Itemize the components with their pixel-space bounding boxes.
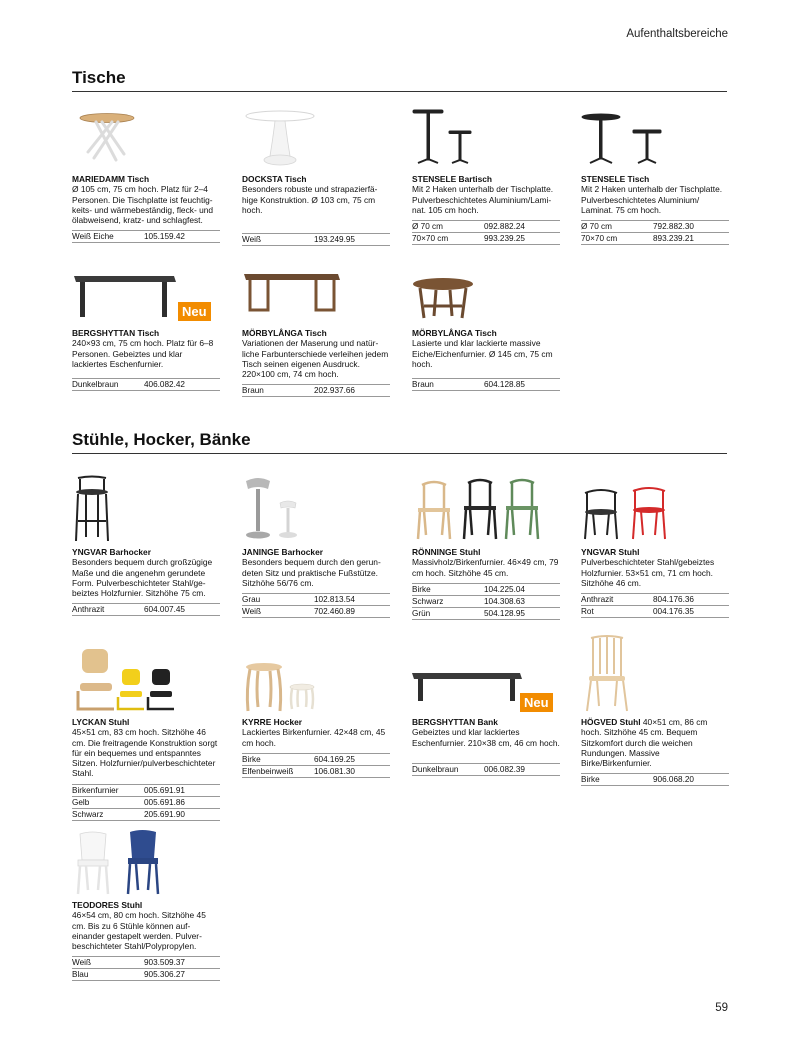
variant-table (72, 378, 220, 391)
product-description: Lasierte und klar lackierte massive Eiche/Eichenfurnier. Ø 145 cm, 75 cm hoch. (412, 338, 553, 369)
product-image-yngvar-bar-stool (72, 475, 220, 543)
product-card-bergshyttan-table[interactable] (72, 262, 220, 391)
variant-label: Gelb (72, 797, 90, 807)
variant-table (412, 583, 560, 620)
variant-row (72, 969, 220, 981)
product-name: HÖGVED Stuhl (581, 717, 641, 727)
variant-row (412, 233, 560, 245)
article-number: 604.007.45 (144, 605, 185, 615)
product-name: TEODORES Stuhl (72, 900, 143, 910)
product-card-bergshyttan-bench[interactable] (412, 645, 560, 776)
product-card-lyckan-chair[interactable] (72, 645, 220, 821)
variant-row (581, 594, 729, 606)
product-description: 40×51 cm, 86 cm hoch. Sitzhöhe 45 cm. Bequem Sitzkomfort durch die weichen Rundungen. Massive Birke/Birkenfurnier. (581, 717, 708, 769)
variant-row (242, 594, 390, 606)
product-image-stensele-table (581, 108, 729, 170)
variant-label: Birkenfurnier (72, 785, 119, 795)
product-description: Mit 2 Haken unterhalb der Tischplatte. Pulverbeschichtetes Aluminium/Lami-nat. 105 cm hoch. (412, 184, 554, 215)
variant-row (581, 606, 729, 618)
variant-label: Braun (412, 380, 434, 390)
variant-label: 70×70 cm (581, 234, 618, 244)
new-badge: Neu (178, 302, 211, 321)
product-image-stensele-bar-table (412, 108, 560, 170)
product-card-morbylanga-rect-table[interactable] (242, 262, 390, 397)
article-number: 102.813.54 (314, 595, 355, 605)
product-description: 240×93 cm, 75 cm hoch. Platz für 6–8 Personen. Gebeiztes und klar lackiertes Eschenfurnier. (72, 338, 214, 369)
product-image-mariedamm-table (72, 108, 220, 170)
variant-row (412, 221, 560, 233)
product-name: BERGSHYTTAN Bank (412, 717, 498, 727)
variant-label: Ø 70 cm (412, 222, 443, 232)
product-name: STENSELE Tisch (581, 174, 650, 184)
article-number: 106.081.30 (314, 766, 355, 776)
product-name: JANINGE Barhocker (242, 547, 323, 557)
product-description: Besonders bequem durch den gerun-deten Sitz und praktische Fußstütze. Sitzhöhe 56/76 cm. (242, 557, 381, 588)
product-description: Besonders bequem durch großzügige Maße und die angenehm gerundete Form. Pulverbeschichteter Stahl/ge-beiztes Holzfurnier. Sitzhöhe 75 cm. (72, 557, 213, 599)
article-number: 905.306.27 (144, 970, 185, 980)
product-card-janinge-bar-stool[interactable] (242, 475, 390, 618)
variant-label: Birke (242, 754, 261, 764)
product-image-lyckan-chairs (72, 645, 220, 713)
article-number: 906.068.20 (653, 775, 694, 785)
variant-table (412, 378, 560, 391)
variant-table (581, 220, 729, 245)
product-name: KYRRE Hocker (242, 717, 303, 727)
product-card-stensele-bar-table[interactable] (412, 108, 560, 245)
variant-label: Blau (72, 970, 89, 980)
article-number: 006.082.39 (484, 764, 525, 774)
variant-table (72, 956, 220, 981)
section-divider (72, 453, 727, 454)
variant-row (581, 233, 729, 245)
article-number: 804.176.36 (653, 595, 694, 605)
product-image-teodores-chairs (72, 830, 220, 896)
variant-row (72, 957, 220, 969)
variant-table (412, 763, 560, 776)
variant-label: Weiß (72, 958, 91, 968)
variant-row (72, 797, 220, 809)
product-image-docksta-table (242, 108, 390, 170)
product-name: STENSELE Bartisch (412, 174, 493, 184)
product-card-ronninge-chair[interactable] (412, 475, 560, 620)
product-description: Besonders robuste und strapazierfä-hige Konstruktion. Ø 103 cm, 75 cm hoch. (242, 184, 378, 215)
article-number: 406.082.42 (144, 380, 185, 390)
variant-table (242, 753, 390, 778)
variant-table (242, 593, 390, 618)
section-title-tables: Tische (72, 68, 126, 87)
article-number: 205.691.90 (144, 809, 185, 819)
variant-row (72, 785, 220, 797)
variant-label: Anthrazit (581, 595, 614, 605)
variant-row (581, 221, 729, 233)
variant-row (412, 584, 560, 596)
product-image-kyrre-stools (242, 645, 390, 713)
product-image-hogved-chair (581, 634, 729, 713)
article-number: 105.159.42 (144, 232, 185, 242)
product-image-ronninge-chairs (412, 475, 560, 543)
variant-table (72, 603, 220, 616)
product-name: YNGVAR Stuhl (581, 547, 640, 557)
article-number: 604.128.85 (484, 380, 525, 390)
variant-row (412, 764, 560, 776)
variant-table (412, 220, 560, 245)
product-description: Massivholz/Birkenfurnier. 46×49 cm, 79 cm hoch. Sitzhöhe 45 cm. (412, 557, 559, 578)
product-card-stensele-table[interactable] (581, 108, 729, 245)
product-image-bergshyttan-bench (412, 645, 560, 713)
product-image-morbylanga-rect-table (242, 262, 390, 324)
product-card-mariedamm[interactable] (72, 108, 220, 243)
product-card-hogved-chair[interactable] (581, 634, 729, 786)
article-number: 893.239.21 (653, 234, 694, 244)
variant-row (242, 606, 390, 618)
variant-label: Weiß (242, 607, 261, 617)
variant-row (242, 234, 390, 246)
variant-row (412, 596, 560, 608)
variant-row (72, 809, 220, 821)
variant-table (242, 384, 390, 397)
variant-label: Grau (242, 595, 261, 605)
variant-label: Braun (242, 386, 264, 396)
variant-row (72, 231, 220, 243)
product-image-janinge-bar-stool (242, 475, 390, 543)
variant-label: Weiß (242, 235, 261, 245)
article-number: 202.937.66 (314, 386, 355, 396)
article-number: 193.249.95 (314, 235, 355, 245)
variant-row (242, 385, 390, 397)
product-image-bergshyttan-table (72, 262, 220, 324)
variant-label: Schwarz (412, 596, 444, 606)
variant-label: Anthrazit (72, 605, 105, 615)
product-name: DOCKSTA Tisch (242, 174, 307, 184)
product-name: MÖRBYLÅNGA Tisch (242, 328, 327, 338)
variant-label: Birke (581, 775, 600, 785)
variant-row (581, 774, 729, 786)
variant-label: Dunkelbraun (412, 764, 459, 774)
product-description: Mit 2 Haken unterhalb der Tischplatte. Pulverbeschichtetes Aluminium/ Laminat. 75 cm hoch. (581, 184, 723, 215)
variant-label: Grün (412, 608, 431, 618)
variant-table (242, 233, 390, 246)
section-divider (72, 91, 727, 92)
variant-label: Elfenbeinweiß (242, 766, 294, 776)
variant-row (412, 608, 560, 620)
product-description: Lackiertes Birkenfurnier. 42×48 cm, 45 cm hoch. (242, 727, 386, 748)
variant-table (72, 230, 220, 243)
product-description: Variationen der Maserung und natür-liche Farbunterschiede verleihen jedem Tisch seinen eigenen Ausdruck. 220×100 cm, 74 cm hoch. (242, 338, 389, 380)
variant-label: Dunkelbraun (72, 380, 119, 390)
variant-table (72, 784, 220, 821)
article-number: 993.239.25 (484, 234, 525, 244)
variant-label: Schwarz (72, 809, 104, 819)
article-number: 005.691.86 (144, 797, 185, 807)
variant-row (242, 754, 390, 766)
product-image-yngvar-chairs (581, 475, 729, 543)
variant-label: Rot (581, 607, 594, 617)
article-number: 702.460.89 (314, 607, 355, 617)
variant-label: Ø 70 cm (581, 222, 612, 232)
variant-row (412, 379, 560, 391)
product-name: RÖNNINGE Stuhl (412, 547, 481, 557)
article-number: 104.308.63 (484, 596, 525, 606)
variant-row (72, 604, 220, 616)
article-number: 104.225.04 (484, 584, 525, 594)
variant-label: 70×70 cm (412, 234, 449, 244)
product-description: 45×51 cm, 83 cm hoch. Sitzhöhe 46 cm. Die freitragende Konstruktion sorgt für ein bequemes und entspanntes Sitzen. Holzfurnier/pulverbeschichteter Stahl. (72, 727, 218, 779)
variant-row (242, 766, 390, 778)
product-name: BERGSHYTTAN Tisch (72, 328, 160, 338)
article-number: 903.509.37 (144, 958, 185, 968)
product-description: Ø 105 cm, 75 cm hoch. Platz für 2–4 Personen. Die Tischplatte ist feuchtig-keits- und wärmebeständig, fleck- und ölabweisend, kratz- und schlagfest. (72, 184, 214, 226)
product-name: LYCKAN Stuhl (72, 717, 130, 727)
variant-label: Weiß Eiche (72, 232, 114, 242)
product-description: Pulverbeschichteter Stahl/gebeiztes Holzfurnier. 53×51 cm, 71 cm hoch. Sitzhöhe 46 cm. (581, 557, 715, 588)
article-number: 504.128.95 (484, 608, 525, 618)
page-number: 59 (715, 1002, 728, 1014)
product-card-docksta[interactable] (242, 108, 390, 246)
product-name: YNGVAR Barhocker (72, 547, 151, 557)
product-image-morbylanga-round-table (412, 262, 560, 324)
variant-table (581, 593, 729, 618)
section-title-chairs: Stühle, Hocker, Bänke (72, 430, 251, 449)
product-card-kyrre-stool[interactable] (242, 645, 390, 778)
section-header-label: Aufenthaltsbereiche (626, 28, 728, 40)
article-number: 604.169.25 (314, 754, 355, 764)
article-number: 004.176.35 (653, 607, 694, 617)
product-card-teodores-chair[interactable] (72, 830, 220, 981)
product-card-morbylanga-round-table[interactable] (412, 262, 560, 391)
product-card-yngvar-chair[interactable] (581, 475, 729, 618)
product-card-yngvar-bar-stool[interactable] (72, 475, 220, 616)
variant-row (72, 379, 220, 391)
product-name: MARIEDAMM Tisch (72, 174, 150, 184)
new-badge: Neu (520, 693, 553, 712)
product-name: MÖRBYLÅNGA Tisch (412, 328, 497, 338)
article-number: 792.882.30 (653, 222, 694, 232)
variant-table (581, 773, 729, 786)
variant-label: Birke (412, 584, 431, 594)
article-number: 092.882.24 (484, 222, 525, 232)
article-number: 005.691.91 (144, 785, 185, 795)
product-description: 46×54 cm, 80 cm hoch. Sitzhöhe 45 cm. Bis zu 6 Stühle können auf-einander gestapelt werden. Pulver-beschichteter Stahl/Polypropylen. (72, 910, 206, 952)
product-description: Gebeiztes und klar lackiertes Eschenfurnier. 210×38 cm, 46 cm hoch. (412, 727, 560, 748)
